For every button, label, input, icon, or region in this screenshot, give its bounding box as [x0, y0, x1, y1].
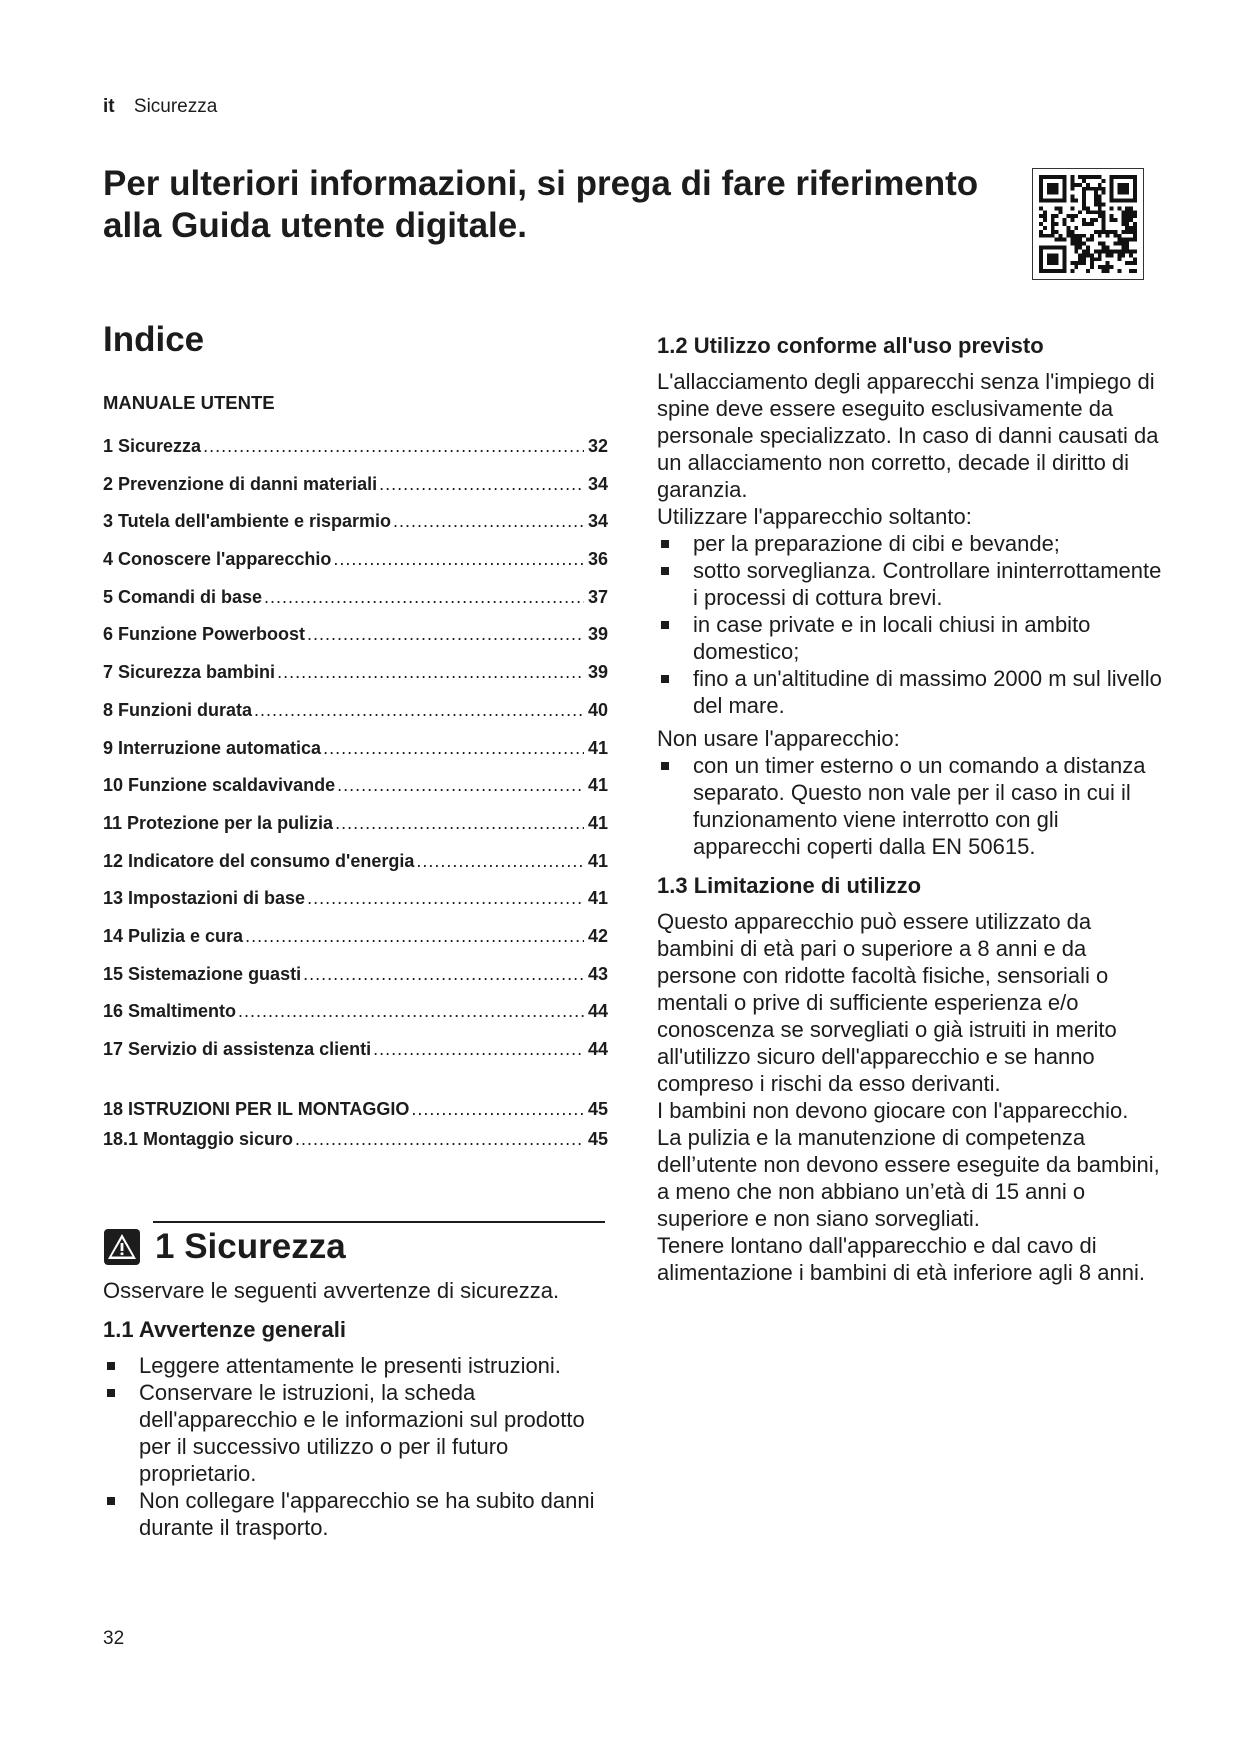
qr-code-icon[interactable]	[1032, 168, 1144, 280]
toc-entry-page: 44	[587, 1039, 608, 1059]
toc-entry-page: 42	[587, 925, 608, 946]
toc-entry[interactable]	[103, 851, 608, 889]
bullet-item: Conservare le istruzioni, la scheda dell'apparecchio e le informazioni sul prodotto per il successivo utilizzo o per il futuro proprietario.	[103, 1379, 608, 1487]
bullet-item: in case private e in locali chiusi in ambito domestico;	[657, 611, 1162, 665]
usage-limits-p3: La pulizia e la manutenzione di competenza dell’utente non devono essere eseguite da bambini, a meno che non abbiano un’età di 15 anni o superiore e non siano sorvegliati.	[657, 1125, 1160, 1231]
page-number: 32	[103, 1628, 125, 1649]
header-section: Sicurezza	[133, 96, 218, 117]
toc-list-install	[103, 1099, 608, 1159]
toc-entry[interactable]	[103, 662, 608, 700]
toc-list	[103, 436, 608, 1077]
toc-leader-dots	[416, 851, 584, 872]
toc-entry-label: 15 Sistemazione guasti	[103, 963, 302, 984]
toc-entry-page: 40	[587, 699, 608, 720]
toc-entry-label: 8 Funzioni durata	[103, 699, 253, 720]
toc-entry-label: 7 Sicurezza bambini	[103, 662, 276, 683]
toc-entry-page: 41	[587, 775, 608, 796]
toc-leader-dots	[337, 775, 584, 796]
toc-entry-label: 10 Funzione scaldavivande	[103, 775, 336, 796]
toc-leader-dots	[373, 1039, 584, 1060]
toc-entry-label: 11 Protezione per la pulizia	[103, 812, 334, 833]
toc-entry-label: 14 Pulizia e cura	[103, 925, 244, 946]
bullet-item: Non collegare l'apparecchio se ha subito danni durante il trasporto.	[103, 1487, 608, 1541]
toc-entry-label: 6 Funzione Powerboost	[103, 624, 306, 645]
intro-heading: Per ulteriori informazioni, si prega di fare riferimento alla Guida utente digitale.	[103, 164, 979, 245]
bullet-item: sotto sorveglianza. Controllare ininterrottamente i processi di cottura brevi.	[657, 557, 1162, 611]
toc-entry[interactable]	[103, 1129, 608, 1159]
toc-leader-dots	[264, 587, 584, 608]
toc-entry-label: 5 Comandi di base	[103, 586, 263, 607]
usage-limits-p4: Tenere lontano dall'apparecchio e dal cavo di alimentazione i bambini di età inferiore agli 8 anni.	[657, 1233, 1145, 1285]
toc-entry-page: 32	[587, 436, 608, 456]
toc-entry-label: 18 ISTRUZIONI PER IL MONTAGGIO	[103, 1098, 410, 1119]
bullet-item: con un timer esterno o un comando a distanza separato. Questo non vale per il caso in cui il funzionamento viene interrotto con gli apparecchi coperti dalla EN 50615.	[657, 752, 1162, 860]
usage-limits-p2: I bambini non devono giocare con l'apparecchio.	[657, 1098, 1129, 1123]
toc-entry[interactable]	[103, 436, 608, 474]
warning-triangle-icon	[103, 1228, 141, 1266]
toc-entry-label: 18.1 Montaggio sicuro	[103, 1128, 294, 1149]
toc-leader-dots	[323, 738, 584, 759]
toc-entry-label: 13 Impostazioni di base	[103, 888, 306, 909]
toc-leader-dots	[307, 888, 584, 909]
toc-title: Indice	[103, 320, 205, 359]
toc-entry-page: 45	[587, 1098, 608, 1119]
toc-entry-page: 41	[587, 850, 608, 871]
toc-entry[interactable]	[103, 1099, 608, 1129]
intended-use-list	[657, 530, 1162, 719]
toc-entry[interactable]	[103, 587, 608, 625]
toc-leader-dots	[203, 436, 584, 457]
toc-section-label: MANUALE UTENTE	[103, 392, 275, 413]
toc-entry-label: 4 Conoscere l'apparecchio	[103, 549, 332, 570]
toc-entry-label: 17 Servizio di assistenza clienti	[103, 1039, 372, 1059]
toc-entry-page: 41	[587, 812, 608, 833]
usage-limits-title: 1.3 Limitazione di utilizzo	[657, 873, 922, 898]
toc-leader-dots	[307, 624, 584, 645]
toc-leader-dots	[254, 700, 584, 721]
toc-entry-page: 44	[587, 1001, 608, 1022]
toc-entry[interactable]	[103, 775, 608, 813]
toc-leader-dots	[295, 1129, 584, 1150]
right-column	[657, 332, 1162, 1286]
qr-code-graphic	[1039, 175, 1137, 273]
toc-entry[interactable]	[103, 738, 608, 776]
toc-entry-page: 34	[587, 473, 608, 494]
general-warnings-title: 1.1 Avvertenze generali	[103, 1316, 346, 1342]
safety-intro: Osservare le seguenti avvertenze di sicurezza.	[103, 1277, 560, 1303]
toc-leader-dots	[238, 1001, 584, 1022]
toc-entry[interactable]	[103, 511, 608, 549]
safety-section-header	[103, 1221, 608, 1267]
toc-entry-label: 3 Tutela dell'ambiente e risparmio	[103, 511, 392, 532]
page-header	[103, 96, 217, 118]
toc-leader-dots	[303, 964, 584, 985]
bullet-item: per la preparazione di cibi e bevande;	[657, 530, 1162, 557]
toc-entry-label: 12 Indicatore del consumo d'energia	[103, 850, 415, 871]
toc-entry-page: 39	[587, 624, 608, 645]
toc-entry[interactable]	[103, 624, 608, 662]
toc-entry-page: 41	[587, 888, 608, 909]
toc-leader-dots	[411, 1099, 584, 1120]
toc-leader-dots	[333, 549, 584, 570]
usage-limits-p1: Questo apparecchio può essere utilizzato da bambini di età pari o superiore a 8 anni e da persone con ridotte facoltà fisiche, sensoriali o mentali o prive di sufficiente esperienza e/o conoscenza se sorvegliati o già istruiti in merito all'utilizzo sicuro dell'apparecchio e se hanno compreso i rischi da esso derivanti.	[657, 909, 1117, 1096]
not-use-list	[657, 752, 1162, 860]
toc-entry-page: 36	[587, 549, 608, 570]
toc-entry-label: 1 Sicurezza	[103, 436, 202, 456]
toc-leader-dots	[379, 474, 584, 495]
toc-entry-page: 41	[587, 737, 608, 758]
toc-entry[interactable]	[103, 888, 608, 926]
toc-entry[interactable]	[103, 926, 608, 964]
bullet-item: fino a un'altitudine di massimo 2000 m sul livello del mare.	[657, 665, 1162, 719]
toc-entry-page: 39	[587, 662, 608, 683]
toc-entry-label: 9 Interruzione automatica	[103, 737, 322, 758]
toc-entry-page: 45	[587, 1128, 608, 1149]
bullet-item: Leggere attentamente le presenti istruzioni.	[103, 1352, 608, 1379]
toc-entry[interactable]	[103, 964, 608, 1002]
section-rule	[153, 1221, 605, 1223]
toc-leader-dots	[277, 662, 584, 683]
language-code: it	[103, 96, 115, 117]
general-warnings-list	[103, 1352, 608, 1541]
intended-use-p2: Utilizzare l'apparecchio soltanto:	[657, 504, 972, 529]
left-column	[103, 320, 608, 1541]
toc-entry-label: 16 Smaltimento	[103, 1001, 237, 1022]
toc-leader-dots	[335, 813, 584, 834]
toc-leader-dots	[245, 926, 584, 947]
toc-entry-label: 2 Prevenzione di danni materiali	[103, 473, 378, 494]
toc-entry[interactable]	[103, 1039, 608, 1077]
intended-use-p1: L'allacciamento degli apparecchi senza l'impiego di spine deve essere eseguito esclusivamente da personale specializzato. In caso di danni causati da un allacciamento non corretto, decade il diritto di garanzia.	[657, 369, 1159, 502]
toc-entry[interactable]	[103, 700, 608, 738]
toc-entry[interactable]	[103, 1001, 608, 1039]
toc-entry[interactable]	[103, 474, 608, 512]
toc-entry[interactable]	[103, 813, 608, 851]
intended-use-p3: Non usare l'apparecchio:	[657, 726, 900, 751]
toc-entry-page: 37	[587, 586, 608, 607]
safety-title: 1 Sicurezza	[155, 1226, 346, 1266]
toc-leader-dots	[393, 511, 584, 532]
toc-entry-page: 43	[587, 963, 608, 984]
toc-entry-page: 34	[587, 511, 608, 532]
toc-entry[interactable]	[103, 549, 608, 587]
intended-use-title: 1.2 Utilizzo conforme all'uso previsto	[657, 333, 1044, 358]
